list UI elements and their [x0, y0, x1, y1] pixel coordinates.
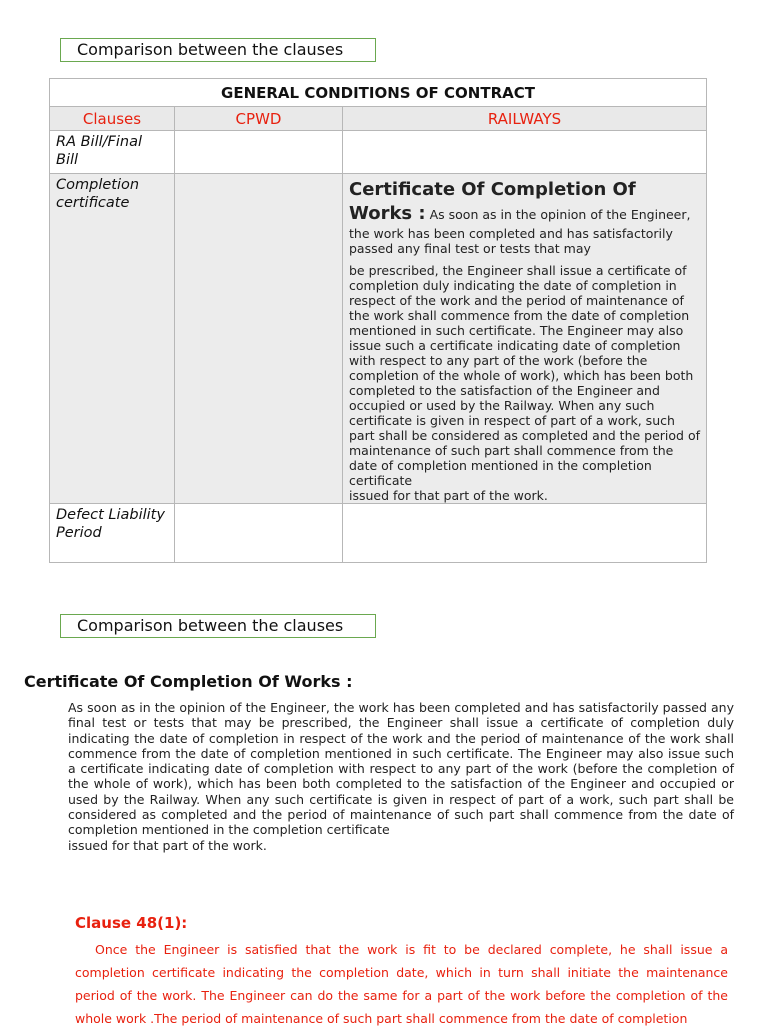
railways-cell	[343, 504, 707, 563]
table-row	[50, 174, 707, 504]
section-heading: Certificate Of Completion Of Works :	[24, 672, 353, 691]
section-body: As soon as in the opinion of the Engineer, the work has been completed and has satisfactorily passed any final test or tests that may be prescribed, the Engineer shall issue a certificate of completion duly indicating the date of completion in respect of the work and the period of maintenance of the work shall commence from the date of completion mentioned in such certificate. The Engineer may also issue such a certificate indicating date of completion with respect to any part of the work (before the completion of the whole of work), which has been both completed to the satisfaction of the Engineer and occupied or used by the Railway. When any such certificate is given in respect of part of a work, such part shall be considered as completed and the period of maintenance of such part shall commence from the date of completion mentioned in the completion certificate	[68, 700, 734, 838]
column-header-clauses: Clauses	[50, 107, 175, 131]
column-header-railways: RAILWAYS	[343, 107, 707, 131]
table-heading: GENERAL CONDITIONS OF CONTRACT	[50, 79, 707, 107]
cpwd-cell	[175, 504, 343, 563]
clause-label-defect-liability: Defect Liability Period	[56, 507, 165, 541]
column-header-cpwd: CPWD	[175, 107, 343, 131]
clause-label-completion-certificate: Completion certificate	[56, 177, 140, 211]
comparison-title-box: Comparison between the clauses	[60, 38, 376, 62]
section-tail: issued for that part of the work.	[68, 837, 267, 853]
clause-paragraph: Once the Engineer is satisfied that the work is fit to be declared complete, he shall issue a completion certificate indicating the completion date, which in turn shall initiate the maintenance period of the work. The Engineer can do the same for a part of the work before the completion of the whole work .The period of maintenance of such part shall commence from the date of completion	[75, 942, 728, 1026]
section-paragraph	[68, 700, 734, 853]
table-row	[50, 504, 707, 563]
railways-cell-title: Certificate Of Completion Of Works :	[349, 179, 636, 224]
railways-cell	[343, 174, 707, 504]
cpwd-cell	[175, 131, 343, 174]
comparison-title-box-2: Comparison between the clauses	[60, 614, 376, 638]
railways-cell-body: be prescribed, the Engineer shall issue a certificate of completion duly indicating the date of completion in respect of the work and the period of maintenance of the work shall commence from the date of completion mentioned in such certificate. The Engineer may also issue such a certificate indicating date of completion with respect to any part of the work (before the completion of the whole of work), which has been both completed to the satisfaction of the Engineer and occupied or used by the Railway. When any such certificate is given in respect of part of a work, such part shall be considered as completed and the period of maintenance of such part shall commence from the date of completion mentioned in the completion certificate	[349, 263, 700, 488]
railways-cell-intro: As soon as in the opinion of the Engineer, the work has been completed and has satisfactorily passed any final test or tests that may	[349, 207, 691, 256]
clause-heading: Clause 48(1):	[75, 914, 188, 932]
clause-label-ra-bill: RA Bill/Final Bill	[56, 134, 142, 168]
table-row	[50, 131, 707, 174]
railways-cell-tail: issued for that part of the work.	[349, 488, 548, 503]
general-conditions-table	[49, 78, 707, 563]
railways-cell	[343, 131, 707, 174]
cpwd-cell	[175, 174, 343, 504]
